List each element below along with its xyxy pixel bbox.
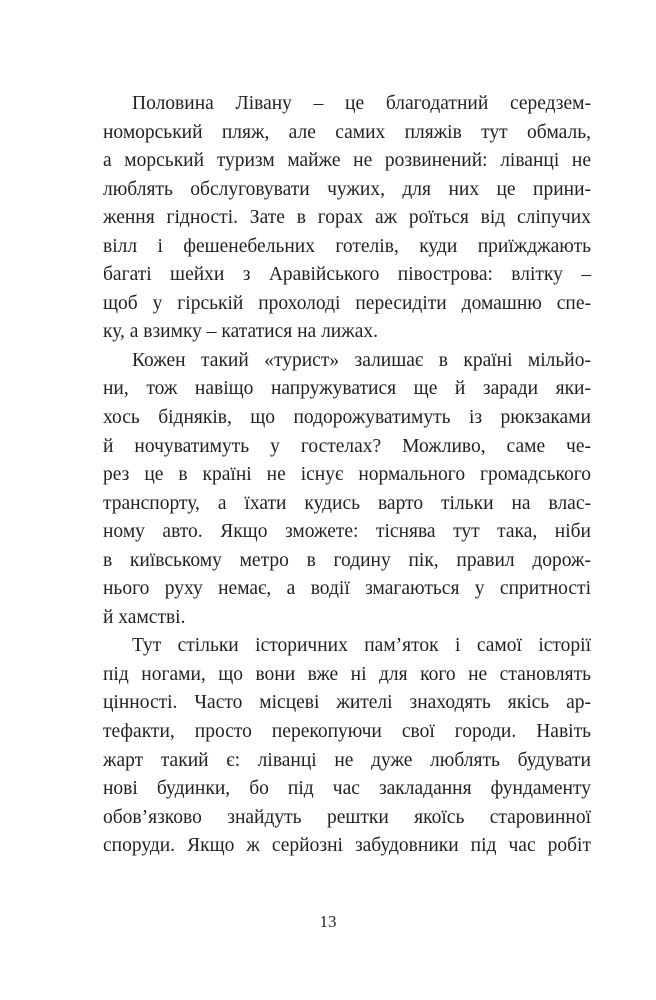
paragraph bbox=[103, 347, 591, 632]
text-line: рез це в країні не існує нормального громадського bbox=[103, 464, 591, 486]
page-number: 13 bbox=[319, 912, 337, 931]
text-line: нього руху немає, а водії змагаються у спритності bbox=[103, 578, 591, 600]
page-body-text bbox=[103, 90, 591, 861]
text-line: в київському метро в годину пік, правил дорож- bbox=[103, 549, 591, 571]
text-line: Половина Лівану – це благодатний середзем- bbox=[132, 93, 591, 114]
text-line: обов’язково знайдуть рештки якоїсь старовинної bbox=[103, 806, 591, 828]
text-line: й ночуватимуть у гостелах? Можливо, саме че- bbox=[103, 435, 591, 457]
text-line: споруди. Якщо ж серйозні забудовники під час робіт bbox=[103, 835, 591, 857]
paragraph bbox=[103, 90, 591, 347]
text-line: й хамстві. bbox=[103, 606, 186, 628]
text-line: номорський пляж, але самих пляжів тут обмаль, bbox=[103, 121, 591, 143]
text-line: під ногами, що вони вже ні для кого не становлять bbox=[103, 663, 591, 685]
text-line: Тут стільки історичних пам’яток і самої історії bbox=[132, 635, 591, 657]
text-line: нові будинки, бо під час закладання фундаменту bbox=[103, 778, 591, 800]
text-line: жарт такий є: ліванці не дуже люблять будувати bbox=[103, 749, 591, 771]
text-line: хось бідняків, що подорожуватимуть із рюкзаками bbox=[103, 407, 591, 429]
text-line: ження гідності. Зате в горах аж роїться від сліпучих bbox=[103, 207, 591, 229]
text-line: люблять обслуговувати чужих, для них це прини- bbox=[103, 178, 591, 200]
text-line: цінності. Часто місцеві жителі знаходять якісь ар- bbox=[103, 692, 591, 714]
paragraph bbox=[103, 632, 591, 860]
text-line: ку, а взимку – кататися на лижах. bbox=[103, 321, 378, 343]
text-line: щоб у гірській прохолоді пересидіти домашню спе- bbox=[103, 292, 591, 314]
text-line: транспорту, а їхати кудись варто тільки на влас- bbox=[103, 492, 591, 514]
text-line: вілл і фешенебельних готелів, куди приїжджають bbox=[103, 235, 591, 257]
text-line: ному авто. Якщо зможете: тіснява тут така, ніби bbox=[103, 521, 591, 543]
text-line: Кожен такий «турист» залишає в країні мільйо- bbox=[132, 349, 591, 371]
text-line: багаті шейхи з Аравійського півострова: влітку – bbox=[103, 264, 591, 286]
text-line: а морський туризм майже не розвинений: ліванці не bbox=[103, 150, 591, 172]
text-line: тефакти, просто перекопуючи свої городи. Навіть bbox=[103, 721, 591, 743]
text-line: ни, тож навіщо напружуватися ще й заради яки- bbox=[103, 378, 591, 400]
